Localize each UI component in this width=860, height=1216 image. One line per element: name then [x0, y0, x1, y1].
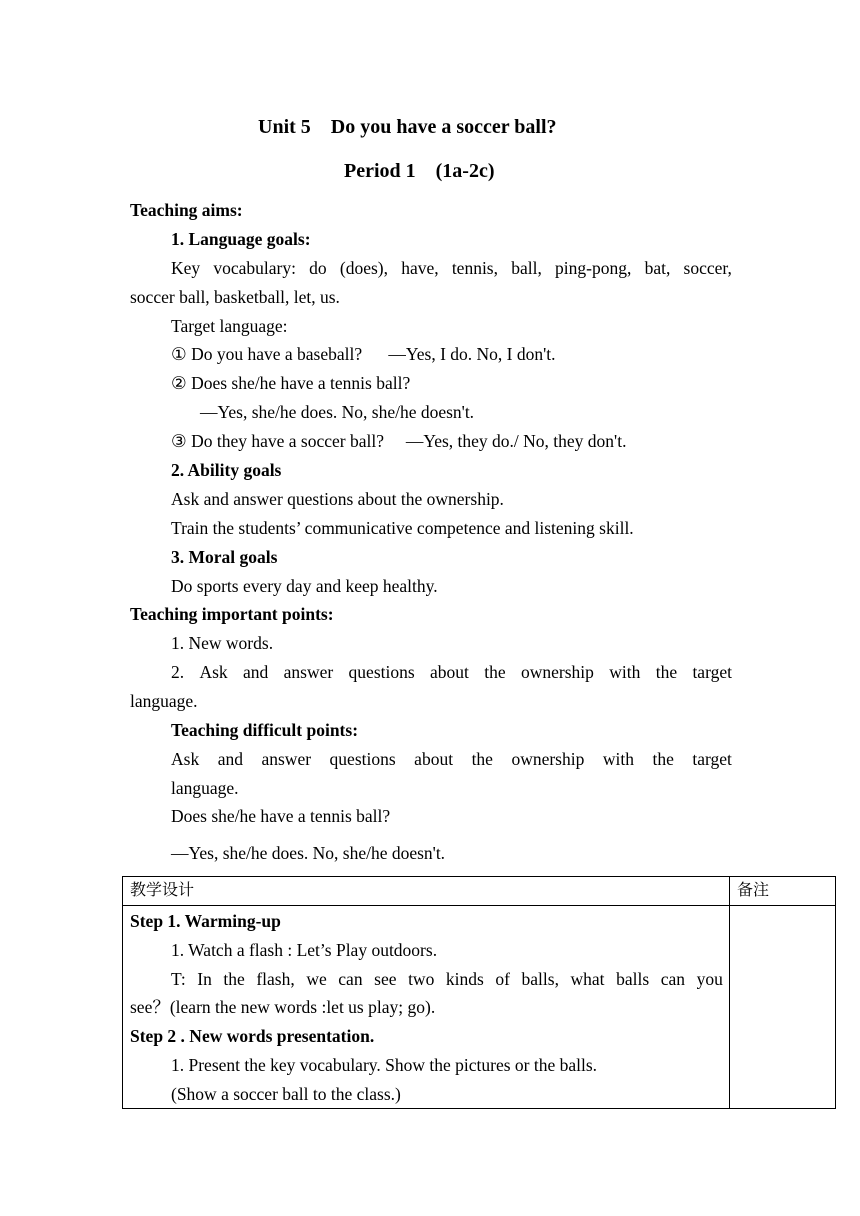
word: with	[602, 749, 634, 769]
ability-goal-1: Ask and answer questions about the ownership.	[171, 489, 504, 509]
step1-heading: Step 1. Warming-up	[130, 911, 281, 931]
table-border-right	[835, 876, 836, 1109]
word: do	[309, 258, 327, 278]
word: the	[223, 969, 245, 989]
table-column-divider	[729, 876, 730, 1109]
target-language-label: Target language:	[171, 316, 288, 336]
language-goals-heading: 1. Language goals:	[171, 229, 311, 249]
important-point-2-cont: language.	[130, 691, 198, 711]
word: (does),	[339, 258, 388, 278]
word: soccer,	[683, 258, 732, 278]
word: the	[484, 662, 506, 682]
word: balls,	[521, 969, 559, 989]
word: the	[652, 749, 674, 769]
word: about	[430, 662, 469, 682]
word: Ask	[171, 749, 200, 769]
difficult-points-heading: Teaching difficult points:	[171, 720, 359, 740]
step1-item2-cont: see？(learn the new words :let us play; go).	[130, 997, 436, 1017]
word: In	[197, 969, 212, 989]
word: flash,	[256, 969, 295, 989]
word: the	[471, 749, 493, 769]
question-1: ① Do you have a baseball? —Yes, I do. No, I don't.	[171, 344, 556, 364]
word: 2.	[171, 662, 185, 682]
word: have,	[401, 258, 439, 278]
word: see	[374, 969, 397, 989]
step1-item2	[171, 969, 723, 991]
word: the	[655, 662, 678, 682]
word: and	[217, 749, 243, 769]
word: you	[696, 969, 723, 989]
word: kinds	[445, 969, 484, 989]
word: with	[609, 662, 641, 682]
word: two	[408, 969, 435, 989]
step1-item1: 1. Watch a flash : Let’s Play outdoors.	[171, 940, 438, 960]
key-vocab-line1	[171, 258, 732, 280]
moral-goals-heading: 3. Moral goals	[171, 547, 278, 567]
step2-item2: (Show a soccer ball to the class.)	[171, 1084, 401, 1104]
word: questions	[329, 749, 396, 769]
word: target	[692, 749, 732, 769]
word: Ask	[199, 662, 228, 682]
word: tennis,	[451, 258, 498, 278]
difficult-point-1-cont: language.	[171, 778, 239, 798]
table-header-design: 教学设计	[130, 880, 195, 899]
word: answer	[283, 662, 334, 682]
ability-goal-2: Train the students’ communicative competence and listening skill.	[171, 518, 634, 538]
step2-item1: 1. Present the key vocabulary. Show the pictures or the balls.	[171, 1055, 598, 1075]
difficult-point-1	[171, 749, 732, 771]
word: T:	[171, 969, 186, 989]
word: questions	[348, 662, 415, 682]
word: can	[338, 969, 363, 989]
ability-goals-heading: 2. Ability goals	[171, 460, 282, 480]
question-3: ③ Do they have a soccer ball? —Yes, they do./ No, they don't.	[171, 431, 627, 451]
aims-heading: Teaching aims:	[130, 200, 243, 220]
word: ownership	[511, 749, 585, 769]
word: vocabulary:	[213, 258, 296, 278]
step2-heading: Step 2 . New words presentation.	[130, 1026, 375, 1046]
word: of	[495, 969, 510, 989]
question-2: ② Does she/he have a tennis ball?	[171, 373, 411, 393]
key-vocab-line2: soccer ball, basketball, let, us.	[130, 287, 340, 307]
moral-goal-1: Do sports every day and keep healthy.	[171, 576, 438, 596]
difficult-point-2: Does she/he have a tennis ball?	[171, 806, 391, 826]
question-2-answer: —Yes, she/he does. No, she/he doesn't.	[200, 402, 475, 422]
important-points-heading: Teaching important points:	[130, 604, 334, 624]
table-header-notes: 备注	[737, 880, 770, 899]
word: target	[692, 662, 732, 682]
word: about	[414, 749, 454, 769]
word: and	[243, 662, 269, 682]
word: ball,	[511, 258, 542, 278]
word: can	[660, 969, 686, 989]
table-border-left	[122, 876, 123, 1109]
word: what	[570, 969, 605, 989]
page-title: Unit 5 Do you have a soccer ball?	[258, 116, 557, 138]
word: ownership	[520, 662, 594, 682]
important-point-2	[171, 662, 732, 684]
word: ping-pong,	[555, 258, 632, 278]
word: Key	[171, 258, 201, 278]
important-point-1: 1. New words.	[171, 633, 274, 653]
difficult-point-3: —Yes, she/he does. No, she/he doesn't.	[171, 843, 446, 863]
word: balls	[616, 969, 650, 989]
word: answer	[261, 749, 312, 769]
period-subtitle: Period 1 (1a-2c)	[344, 160, 495, 182]
word: we	[306, 969, 327, 989]
word: bat,	[644, 258, 671, 278]
